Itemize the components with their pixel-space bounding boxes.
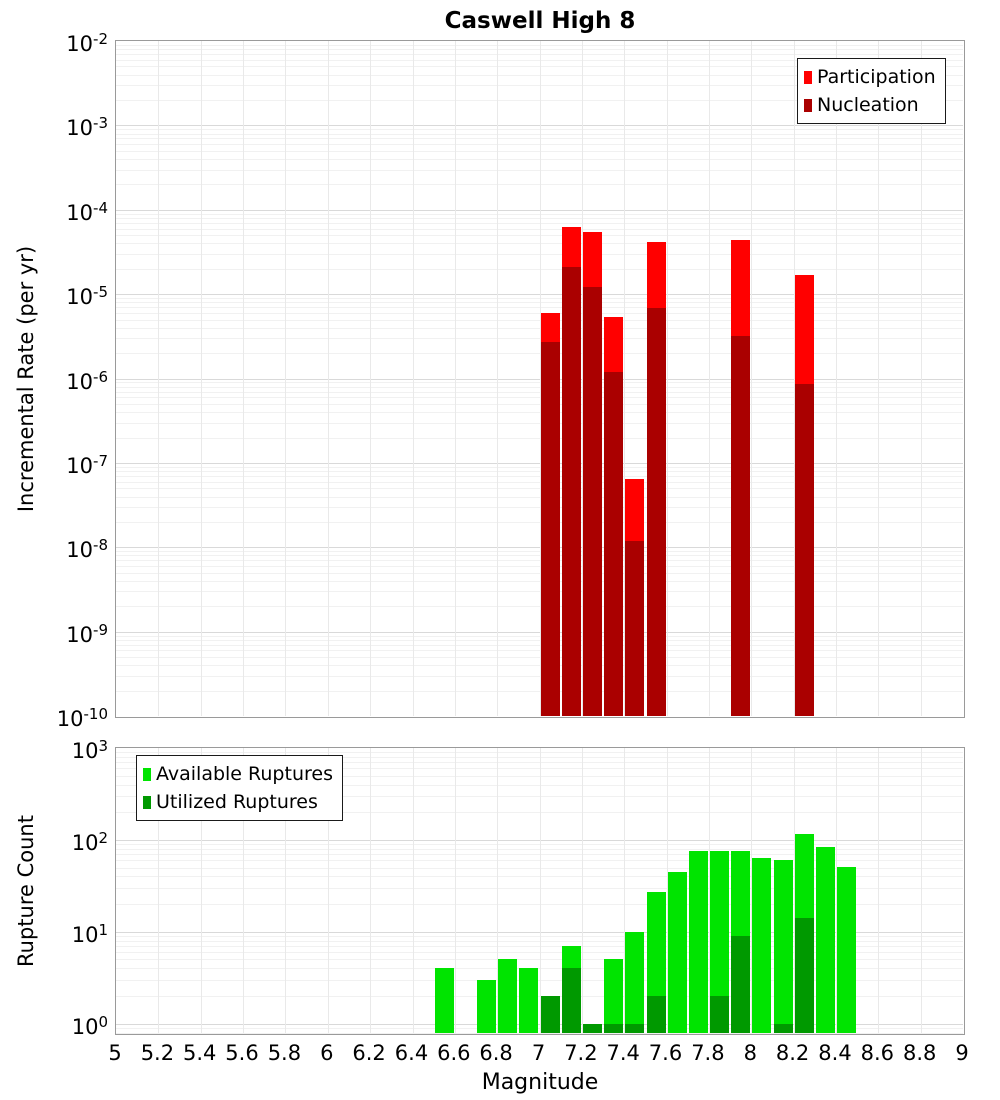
vertical-gridline (455, 748, 456, 1033)
bar-utilized-ruptures (583, 1024, 602, 1033)
bar-utilized-ruptures (625, 1024, 644, 1033)
vertical-gridline (158, 41, 159, 716)
bar-available-ruptures (498, 959, 517, 1033)
x-tick-label: 8 (743, 1041, 757, 1065)
legend (797, 58, 946, 124)
vertical-gridline (836, 41, 837, 716)
legend-label: Nucleation (817, 94, 919, 116)
x-tick-label: 6.6 (437, 1041, 471, 1065)
bar-utilized-ruptures (647, 996, 666, 1033)
vertical-gridline (497, 41, 498, 716)
y-tick-label: $10^{-2}$ (66, 30, 108, 56)
top-y-axis-title: Incremental Rate (per yr) (14, 245, 38, 513)
vertical-gridline (285, 41, 286, 716)
legend-item (804, 91, 936, 119)
y-tick-label: $10^{-7}$ (66, 451, 108, 478)
x-tick-label: 5.6 (225, 1041, 259, 1065)
vertical-gridline (455, 41, 456, 716)
vertical-gridline (370, 748, 371, 1033)
vertical-gridline (667, 41, 668, 716)
bar-nucleation (795, 384, 814, 716)
vertical-gridline (370, 41, 371, 716)
utilized-ruptures-swatch-icon (143, 796, 151, 809)
nucleation-swatch-icon (804, 99, 812, 112)
x-tick-label: 6.4 (394, 1041, 429, 1065)
bar-utilized-ruptures (795, 918, 814, 1033)
y-tick-label: $10^{-9}$ (66, 620, 108, 647)
bar-available-ruptures (752, 858, 771, 1033)
vertical-gridline (751, 41, 752, 716)
x-tick-label: 7.8 (691, 1041, 725, 1065)
bar-available-ruptures (625, 932, 644, 1033)
top-plot-area (115, 40, 965, 718)
bar-nucleation (583, 287, 602, 716)
bar-utilized-ruptures (604, 1024, 623, 1033)
legend-label: Participation (817, 66, 936, 88)
bar-available-ruptures (604, 959, 623, 1033)
x-axis-title: Magnitude (481, 1070, 599, 1095)
x-tick-label: 8.8 (902, 1041, 937, 1065)
bar-available-ruptures (837, 867, 856, 1033)
bar-nucleation (541, 342, 560, 716)
bar-available-ruptures (689, 851, 708, 1033)
legend-item (804, 63, 936, 91)
vertical-gridline (878, 41, 879, 716)
vertical-gridline (243, 41, 244, 716)
x-tick-label: 7 (531, 1041, 546, 1065)
y-tick-label: $10^{-8}$ (66, 536, 108, 563)
x-tick-label: 9 (955, 1041, 969, 1065)
y-tick-label: $10^3$ (71, 737, 108, 763)
vertical-gridline (413, 41, 414, 716)
x-tick-label: 6.2 (352, 1041, 386, 1065)
bar-available-ruptures (477, 980, 496, 1033)
x-tick-label: 6.8 (479, 1041, 513, 1065)
x-tick-label: 7.2 (564, 1041, 598, 1065)
y-tick-label: $10^{-5}$ (66, 283, 108, 309)
vertical-gridline (582, 748, 583, 1033)
bar-nucleation (625, 541, 644, 716)
legend-item (143, 788, 333, 816)
bar-utilized-ruptures (731, 936, 750, 1033)
available-ruptures-swatch-icon (143, 768, 151, 781)
vertical-gridline (328, 41, 329, 716)
legend-label: Utilized Ruptures (156, 791, 318, 813)
vertical-gridline (921, 41, 922, 716)
vertical-gridline (709, 41, 710, 716)
bottom-y-axis-title: Rupture Count (14, 815, 38, 967)
x-tick-label: 5.8 (267, 1041, 302, 1065)
y-tick-label: $10^{-10}$ (56, 705, 108, 731)
y-tick-label: $10^0$ (71, 1012, 108, 1039)
bar-utilized-ruptures (774, 1024, 793, 1033)
bar-utilized-ruptures (541, 996, 560, 1033)
bar-nucleation (647, 308, 666, 716)
y-tick-label: $10^{-6}$ (66, 367, 108, 394)
x-tick-label: 5.4 (182, 1041, 217, 1065)
y-tick-label: $10^2$ (71, 828, 108, 855)
x-tick-label: 7.6 (648, 1041, 683, 1065)
x-tick-label: 5 (108, 1041, 122, 1065)
legend (136, 755, 343, 821)
vertical-gridline (878, 748, 879, 1033)
bar-utilized-ruptures (710, 996, 729, 1033)
bar-nucleation (731, 336, 750, 716)
bar-available-ruptures (668, 872, 687, 1033)
x-tick-label: 6 (320, 1041, 334, 1065)
participation-swatch-icon (804, 71, 812, 84)
bar-available-ruptures (435, 968, 454, 1033)
x-tick-label: 8.4 (818, 1041, 852, 1065)
bar-available-ruptures (519, 968, 538, 1033)
chart-title: Caswell High 8 (444, 8, 636, 34)
x-tick-label: 8.6 (860, 1041, 894, 1065)
bar-available-ruptures (816, 847, 835, 1033)
vertical-gridline (413, 748, 414, 1033)
bar-nucleation (604, 372, 623, 716)
x-tick-label: 8.2 (775, 1041, 810, 1065)
legend-item (143, 760, 333, 788)
vertical-gridline (540, 748, 541, 1033)
bar-utilized-ruptures (562, 968, 581, 1033)
x-tick-label: 7.4 (606, 1041, 640, 1065)
y-tick-label: $10^{-4}$ (66, 198, 108, 225)
legend-label: Available Ruptures (156, 763, 333, 785)
vertical-gridline (201, 41, 202, 716)
y-tick-label: $10^{-3}$ (66, 114, 108, 141)
bar-nucleation (562, 267, 581, 716)
vertical-gridline (921, 748, 922, 1033)
x-tick-label: 5.2 (140, 1041, 175, 1065)
bar-available-ruptures (774, 860, 793, 1033)
y-tick-label: $10^1$ (71, 920, 108, 947)
